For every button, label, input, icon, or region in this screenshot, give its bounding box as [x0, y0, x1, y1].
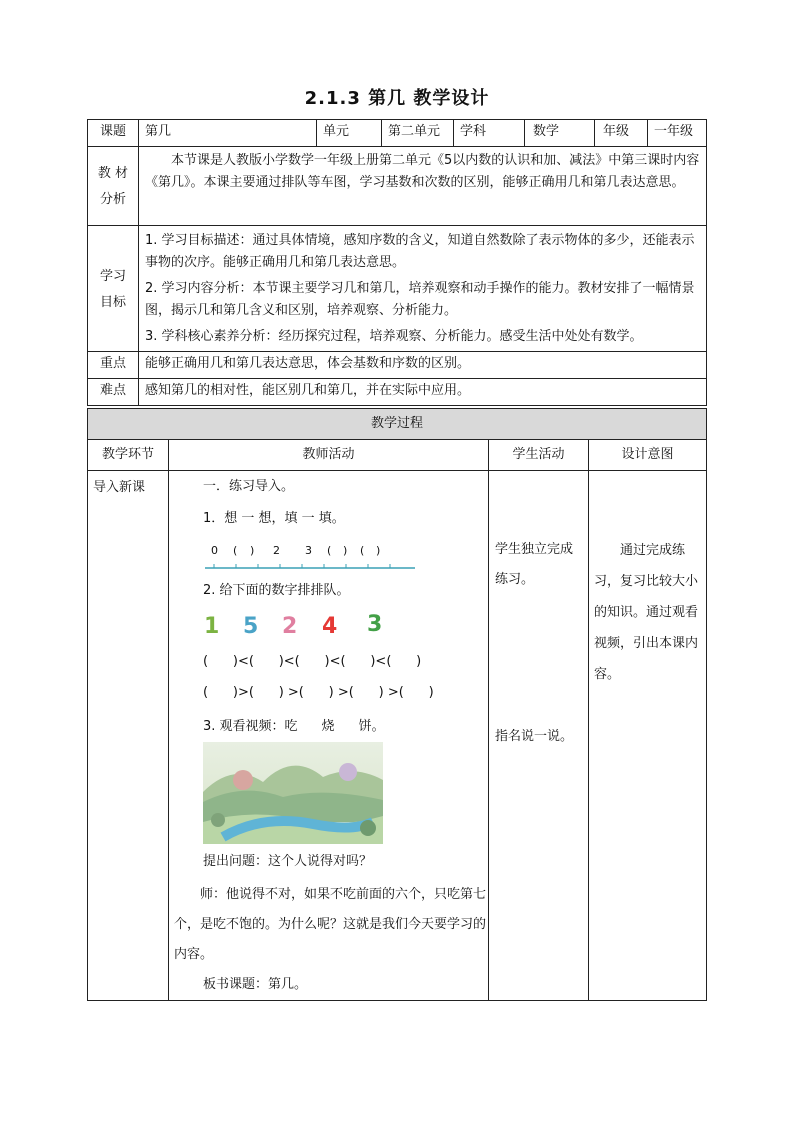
teacher-answer: 师：他说得不对，如果不吃前面的六个，只吃第七个，是吃不饱的。为什么呢？这就是我们今天要学习的内容。: [174, 887, 487, 962]
less-than-blanks: ( )<( )<( )<( )<( ): [203, 654, 422, 669]
q3-prefix: 3. 观看视频：吃: [203, 719, 298, 734]
student-activity-2: 指名说一说。: [495, 729, 574, 744]
teacher-q1: 1．想 一 想，填 一 填。: [203, 511, 345, 526]
numberline-label: (: [360, 544, 365, 557]
teacher-q3: [203, 712, 385, 742]
col-header-stage: 教学环节: [87, 439, 169, 471]
numberline-label: 2: [273, 544, 280, 557]
board-title: 板书课题：第几。: [203, 977, 308, 992]
numberline-label: ): [343, 544, 348, 557]
q3-word: 饼。: [358, 719, 385, 734]
digit-card: 2: [282, 614, 298, 639]
analysis-content: [138, 146, 707, 226]
teacher-question: 提出问题：这个人说得对吗？: [203, 854, 373, 869]
process-title: 教学过程: [87, 408, 707, 440]
numberline-label: ): [376, 544, 381, 557]
col-header-intent: 设计意图: [588, 439, 707, 471]
design-intent: 通过完成练习，复习比较大小的知识。通过观看视频，引出本课内容。: [594, 543, 699, 682]
numberline-label: (: [233, 544, 238, 557]
document-title: 2.1.3 第几 教学设计: [304, 88, 490, 109]
grade-value: 一年级: [647, 119, 707, 147]
greater-than-blanks: ( )>( ) >( ) >( ) >( ): [203, 685, 434, 700]
digit-card: 4: [322, 614, 338, 639]
objective-item: 1. 学习目标描述：通过具体情境，感知序数的含义，知道自然数除了表示物体的多少，还能表示事物的次序。能够正确用几和第几表达意思。: [145, 233, 695, 270]
numberline-label: ): [250, 544, 255, 557]
key-point-label: 重点: [87, 351, 139, 379]
objectives-label-line1: 学习: [99, 269, 126, 284]
objectives-content: [138, 225, 707, 352]
topic-label: 课题: [87, 119, 139, 147]
topic-value: 第几: [138, 119, 317, 147]
numberline-label: 3: [305, 544, 312, 557]
col-header-student: 学生活动: [488, 439, 589, 471]
col-header-teacher: 教师活动: [168, 439, 489, 471]
q3-word: 烧: [321, 719, 335, 734]
objective-item: 2. 学习内容分析：本节课主要学习几和第几，培养观察和动手操作的能力。教材安排了一幅情景图，揭示几和第几含义和区别，培养观察、分析能力。: [145, 281, 695, 318]
objective-item: 3. 学科核心素养分析：经历探究过程，培养观察、分析能力。感受生活中处处有数学。: [145, 329, 643, 344]
difficulty-text: 感知第几的相对性，能区别几和第几，并在实际中应用。: [138, 378, 707, 406]
unit-label: 单元: [316, 119, 382, 147]
student-activity-1: 学生独立完成练习。: [495, 542, 574, 587]
unit-value: 第二单元: [381, 119, 454, 147]
digit-card: 1: [204, 614, 220, 639]
stage-cell: 导入新课: [87, 470, 169, 1001]
grade-label: 年级: [594, 119, 648, 147]
digit-card: 3: [367, 612, 383, 637]
analysis-text: 本节课是人教版小学数学一年级上册第二单元《5以内数的认识和加、减法》中第三课时内容《第几》。本课主要通过排队等车图，学习基数和次数的区别，能够正确用几和第几表达意思。: [145, 153, 700, 190]
numberline-axis: [203, 562, 418, 576]
subject-label: 学科: [453, 119, 525, 147]
numberline-label: 0: [211, 544, 218, 557]
analysis-label: [87, 146, 139, 226]
teacher-heading: 一．练习导入。: [203, 479, 295, 494]
analysis-label-line2: 分析: [99, 192, 126, 207]
objectives-label: [87, 225, 139, 352]
numberline-label: (: [327, 544, 332, 557]
subject-value: 数学: [524, 119, 595, 147]
teacher-q2: 2. 给下面的数字排排队。: [203, 583, 350, 598]
difficulty-label: 难点: [87, 378, 139, 406]
digit-card: 5: [243, 614, 259, 639]
number-line: [203, 540, 418, 572]
analysis-label-line1: 教 材: [97, 166, 129, 181]
key-point-text: 能够正确用几和第几表达意思，体会基数和序数的区别。: [138, 351, 707, 379]
objectives-label-line2: 目标: [99, 295, 126, 310]
video-thumbnail-image: [203, 742, 383, 844]
